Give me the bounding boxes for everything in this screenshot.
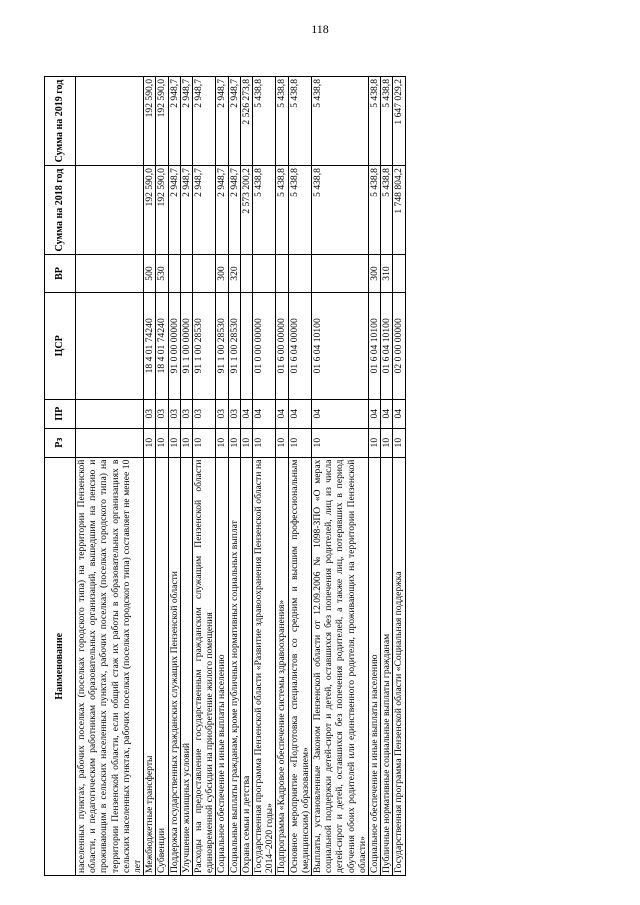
cell-name: Публичные нормативные социальные выплаты гражданам [381, 457, 393, 875]
cell-csr: 01 6 04 10100 [312, 292, 369, 399]
cell-sum-2019: 5 438,8 [276, 77, 288, 166]
cell-sum-2019: 5 438,8 [312, 77, 369, 166]
col-header-csr: ЦСР [45, 292, 76, 399]
cell-sum-2019: 1 647 029,2 [393, 77, 405, 166]
cell-vr: 500 [144, 255, 156, 293]
rotated-table-frame [44, 76, 544, 876]
table-row [193, 77, 216, 876]
cell-sum-2018 [76, 166, 144, 255]
cell-pr: 04 [253, 399, 276, 428]
cell-rz: 10 [393, 428, 405, 457]
cell-sum-2018: 5 438,8 [288, 166, 311, 255]
table-row [76, 77, 144, 876]
cell-vr [276, 255, 288, 293]
cell-name: Основное мероприятие «Подготовка специалистов со средним и высшим профессиональным (медицинским) образованием» [288, 457, 311, 875]
cell-rz: 10 [240, 428, 252, 457]
table-row [240, 77, 252, 876]
table-row [156, 77, 168, 876]
cell-csr: 91 1 00 28530 [193, 292, 216, 399]
cell-vr: 300 [369, 255, 381, 293]
cell-rz: 10 [168, 428, 180, 457]
cell-name: Поддержка государственных гражданских служащих Пензенской области [168, 457, 180, 875]
cell-pr: 03 [180, 399, 192, 428]
cell-name: Социальные выплаты гражданам, кроме публичных нормативных социальных выплат [228, 457, 240, 875]
table-row [288, 77, 311, 876]
col-header-pr: ПР [45, 399, 76, 428]
cell-csr: 18 4 01 74240 [156, 292, 168, 399]
cell-name: Социальное обеспечение и иные выплаты населению [216, 457, 228, 875]
cell-rz [76, 428, 144, 457]
cell-vr: 530 [156, 255, 168, 293]
cell-name: Расходы на предоставление государственным гражданским служащим Пензенской области единовременной субсидии на приобретение жилого помещения [193, 457, 216, 875]
cell-sum-2018: 5 438,8 [253, 166, 276, 255]
cell-sum-2019: 192 590,0 [144, 77, 156, 166]
rotated-table-inner [44, 76, 544, 876]
table-row [253, 77, 276, 876]
cell-sum-2019: 192 590,0 [156, 77, 168, 166]
cell-name: населенных пунктах, рабочих поселках (поселках городского типа) на территории Пензенской области, и педагогическим работникам образовательных организаций, вышедшим на пенсию и проживающим в сельских населенных пунктах, рабочих поселках (поселках городского типа) на территории Пензенской области, если общий стаж их работы в образовательных организациях в сельских населенных пунктах, рабочих поселках (поселках городского типа) составляет не менее 10 лет [76, 457, 144, 875]
cell-sum-2018: 2 573 200,2 [240, 166, 252, 255]
cell-csr: 91 1 00 28530 [216, 292, 228, 399]
cell-sum-2018: 2 948,7 [168, 166, 180, 255]
table-header-row [45, 77, 76, 876]
cell-sum-2019: 2 948,7 [228, 77, 240, 166]
table-body [76, 77, 406, 876]
cell-vr [393, 255, 405, 293]
table-row [312, 77, 369, 876]
cell-rz: 10 [288, 428, 311, 457]
cell-name: Государственная программа Пензенской области «Социальная поддержка [393, 457, 405, 875]
cell-sum-2018: 5 438,8 [369, 166, 381, 255]
cell-pr: 03 [216, 399, 228, 428]
cell-rz: 10 [180, 428, 192, 457]
cell-name: Улучшение жилищных условий [180, 457, 192, 875]
cell-pr: 04 [369, 399, 381, 428]
cell-pr: 04 [240, 399, 252, 428]
cell-sum-2018: 2 948,7 [180, 166, 192, 255]
cell-vr [253, 255, 276, 293]
col-header-sum-2018: Сумма на 2018 год [45, 166, 76, 255]
cell-sum-2018: 2 948,7 [216, 166, 228, 255]
cell-sum-2019: 5 438,8 [288, 77, 311, 166]
col-header-vr: ВР [45, 255, 76, 293]
cell-rz: 10 [312, 428, 369, 457]
cell-csr [76, 292, 144, 399]
cell-rz: 10 [156, 428, 168, 457]
cell-vr [240, 255, 252, 293]
page-number: 118 [311, 22, 329, 36]
cell-csr: 01 0 00 00000 [253, 292, 276, 399]
cell-rz: 10 [228, 428, 240, 457]
cell-sum-2019 [76, 77, 144, 166]
cell-sum-2018: 5 438,8 [276, 166, 288, 255]
cell-rz: 10 [381, 428, 393, 457]
cell-name: Социальное обеспечение и иные выплаты населению [369, 457, 381, 875]
cell-pr: 03 [144, 399, 156, 428]
cell-csr: 01 6 04 10100 [381, 292, 393, 399]
cell-vr [168, 255, 180, 293]
cell-sum-2018: 192 590,0 [156, 166, 168, 255]
cell-csr: 91 1 00 00000 [180, 292, 192, 399]
table-row [216, 77, 228, 876]
cell-pr [76, 399, 144, 428]
cell-pr: 04 [381, 399, 393, 428]
cell-sum-2019: 2 948,7 [216, 77, 228, 166]
cell-vr [312, 255, 369, 293]
cell-sum-2018: 2 948,7 [193, 166, 216, 255]
cell-vr [193, 255, 216, 293]
cell-sum-2018: 192 590,0 [144, 166, 156, 255]
cell-rz: 10 [193, 428, 216, 457]
cell-sum-2019: 5 438,8 [369, 77, 381, 166]
table-row [228, 77, 240, 876]
cell-name: Субвенции [156, 457, 168, 875]
cell-sum-2018: 2 948,7 [228, 166, 240, 255]
cell-sum-2018: 1 748 804,2 [393, 166, 405, 255]
cell-csr [240, 292, 252, 399]
cell-name: Подпрограмма «Кадровое обеспечение системы здравоохранения» [276, 457, 288, 875]
cell-csr: 01 6 04 00000 [288, 292, 311, 399]
table-row [180, 77, 192, 876]
col-header-name: Наименование [45, 457, 76, 875]
cell-name: Охрана семьи и детства [240, 457, 252, 875]
col-header-sum-2019: Сумма на 2019 год [45, 77, 76, 166]
cell-pr: 03 [168, 399, 180, 428]
cell-pr: 03 [193, 399, 216, 428]
budget-table [44, 76, 406, 876]
cell-vr: 310 [381, 255, 393, 293]
cell-name: Выплаты, установленные Законом Пензенской области от 12.09.2006 № 1098-ЗПО «О мерах социальной поддержки детей-сирот и детей, оставшихся без попечения родителей, лиц из числа детей-сирот и детей, оставшихся без попечения родителей, а также лиц, потерявших в период обучения обоих родителей или единственного родителя, проживающих на территории Пензенской области» [312, 457, 369, 875]
cell-sum-2019: 2 948,7 [193, 77, 216, 166]
cell-csr: 18 4 01 74240 [144, 292, 156, 399]
cell-sum-2019: 5 438,8 [253, 77, 276, 166]
cell-rz: 10 [216, 428, 228, 457]
table-row [144, 77, 156, 876]
cell-sum-2019: 5 438,8 [381, 77, 393, 166]
cell-vr [288, 255, 311, 293]
cell-csr: 91 0 00 00000 [168, 292, 180, 399]
cell-csr: 91 1 00 28530 [228, 292, 240, 399]
cell-sum-2019: 2 948,7 [168, 77, 180, 166]
cell-pr: 04 [276, 399, 288, 428]
cell-vr: 300 [216, 255, 228, 293]
cell-rz: 10 [144, 428, 156, 457]
cell-csr: 01 6 04 10100 [369, 292, 381, 399]
col-header-rz: Рз [45, 428, 76, 457]
table-row [381, 77, 393, 876]
cell-pr: 04 [393, 399, 405, 428]
table-row [168, 77, 180, 876]
cell-pr: 04 [312, 399, 369, 428]
cell-csr: 02 0 00 00000 [393, 292, 405, 399]
cell-vr [180, 255, 192, 293]
cell-rz: 10 [276, 428, 288, 457]
table-row [369, 77, 381, 876]
table-row [276, 77, 288, 876]
cell-pr: 04 [288, 399, 311, 428]
cell-sum-2018: 5 438,8 [381, 166, 393, 255]
cell-pr: 03 [156, 399, 168, 428]
cell-pr: 03 [228, 399, 240, 428]
table-row [393, 77, 405, 876]
cell-name: Межбюджетные трансферты [144, 457, 156, 875]
cell-sum-2019: 2 526 273,8 [240, 77, 252, 166]
cell-vr: 320 [228, 255, 240, 293]
cell-rz: 10 [369, 428, 381, 457]
cell-name: Государственная программа Пензенской области «Развитие здравоохранения Пензенской области на 2014–2020 годы» [253, 457, 276, 875]
cell-sum-2018: 5 438,8 [312, 166, 369, 255]
cell-csr: 01 6 00 00000 [276, 292, 288, 399]
cell-sum-2019: 2 948,7 [180, 77, 192, 166]
cell-rz: 10 [253, 428, 276, 457]
cell-vr [76, 255, 144, 293]
